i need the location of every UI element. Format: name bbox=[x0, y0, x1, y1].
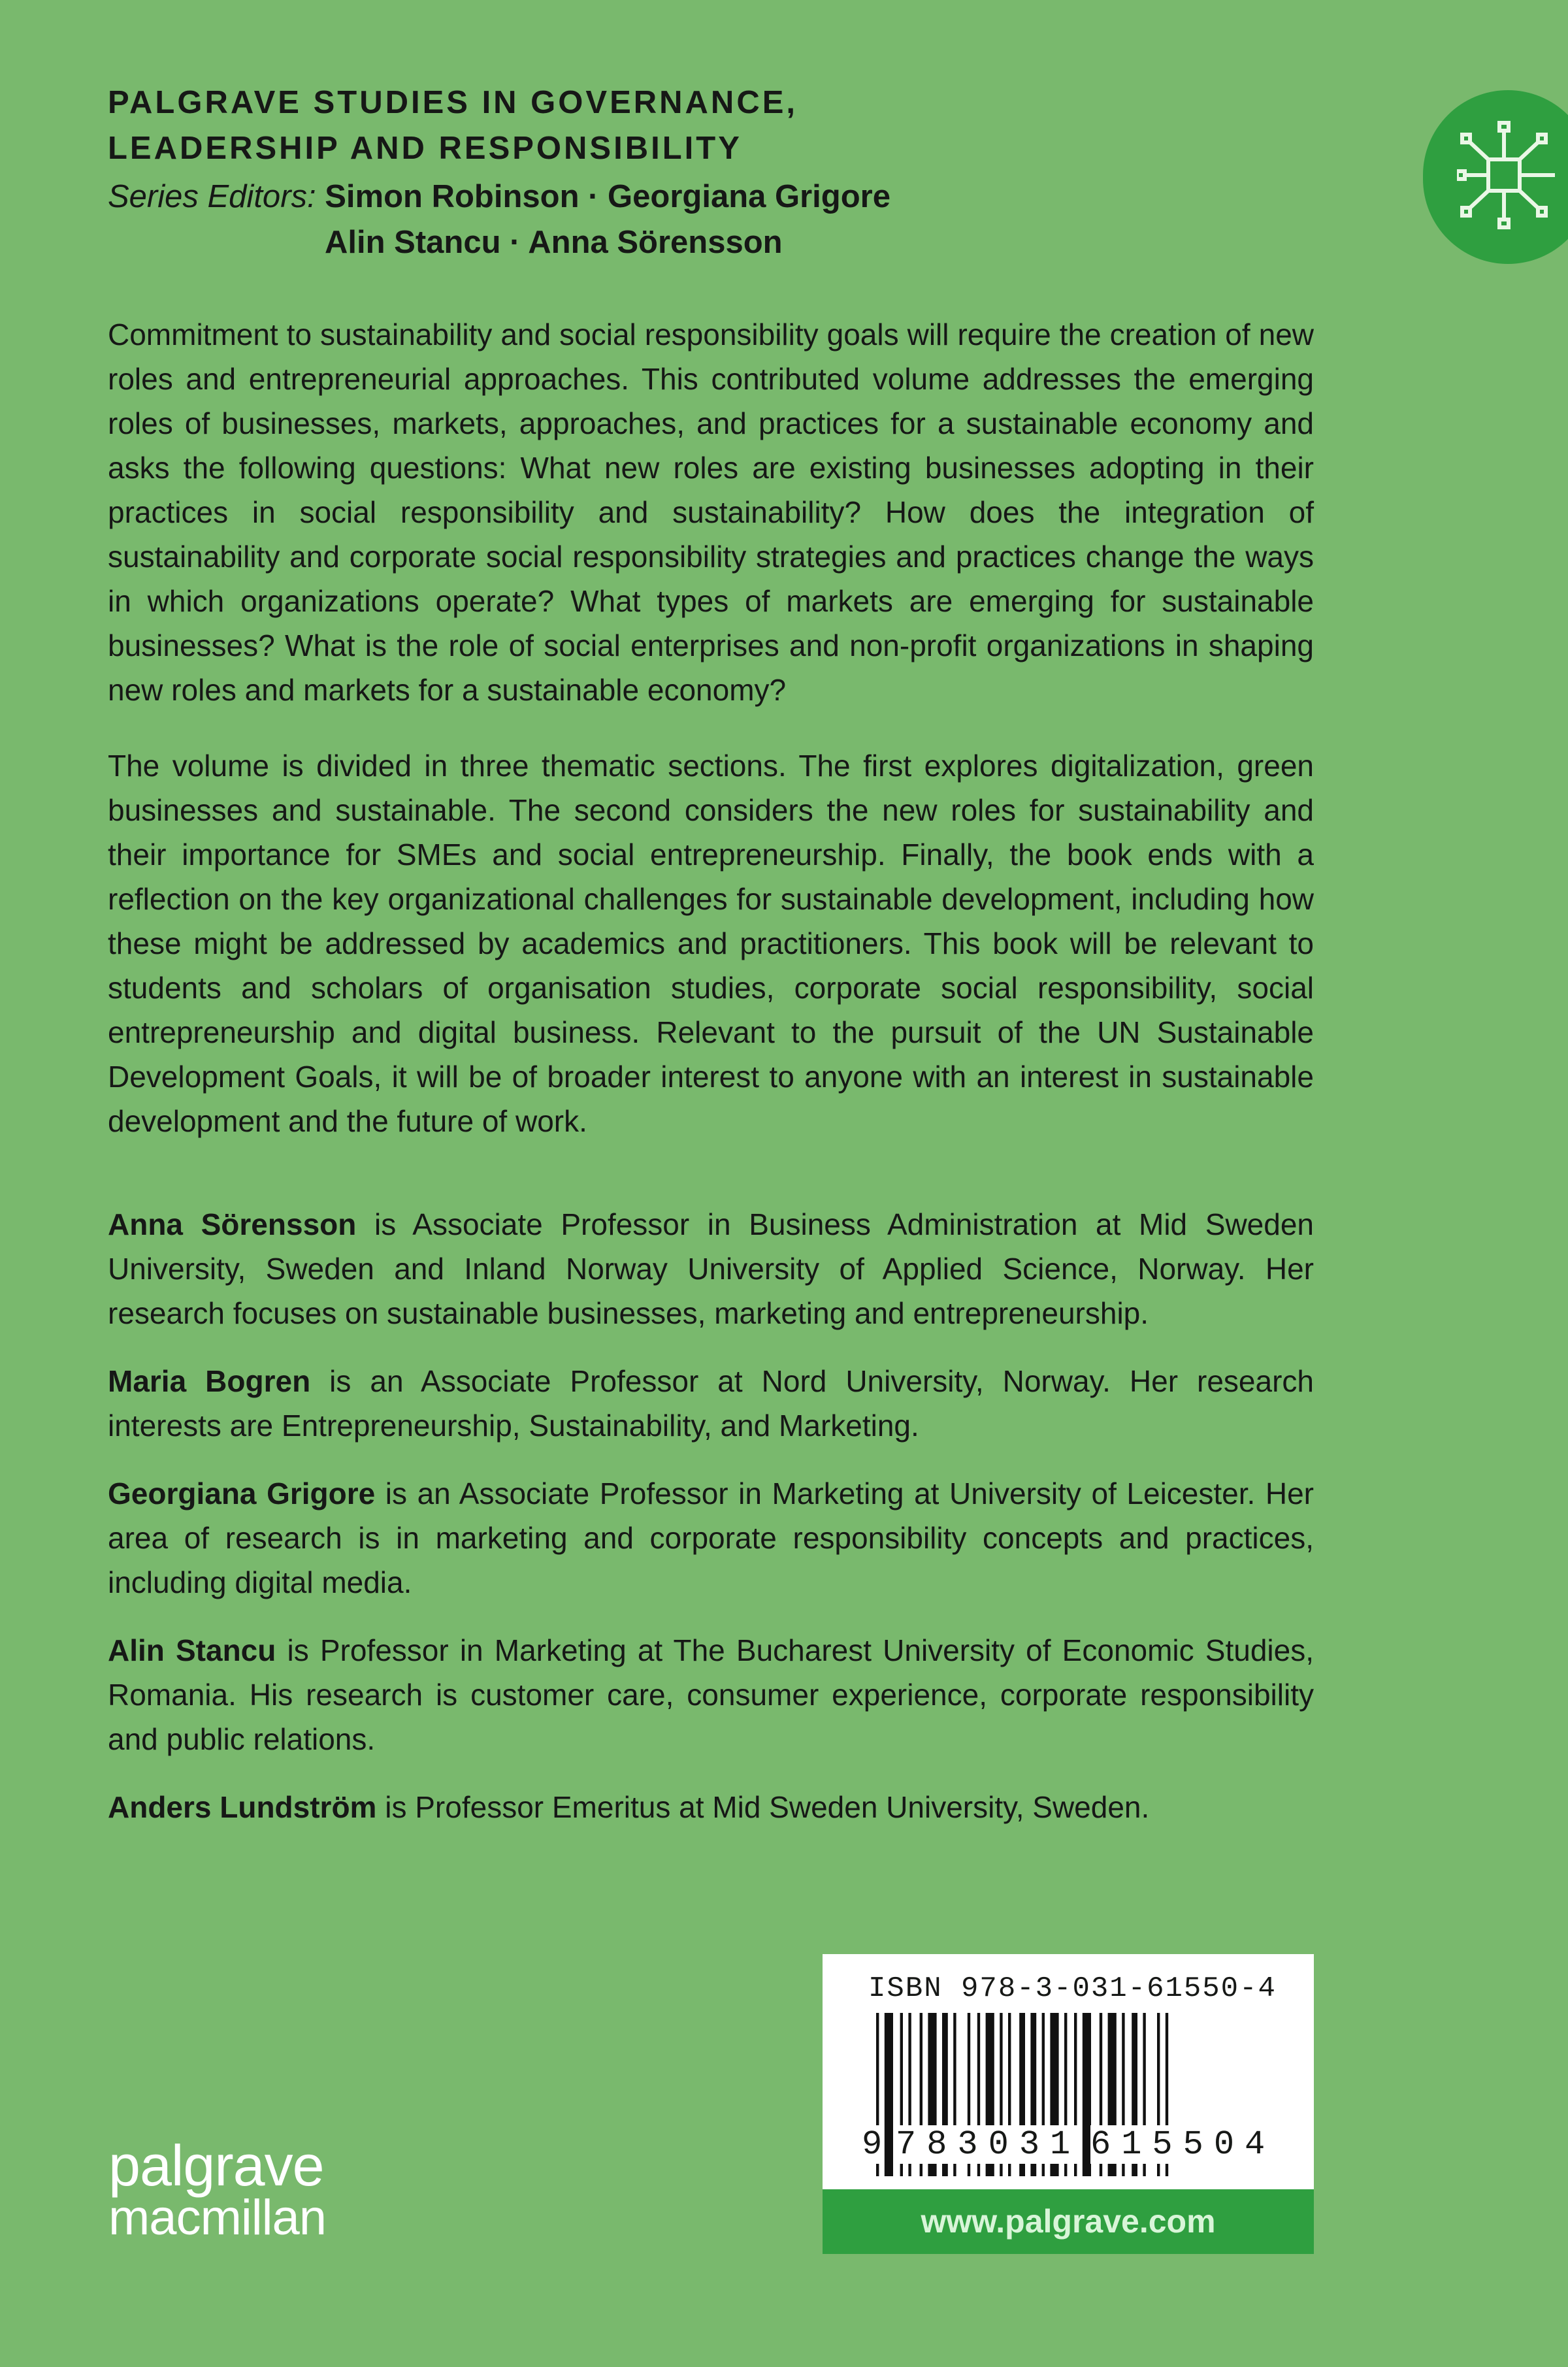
barcode-bar bbox=[885, 2013, 893, 2176]
author-bio-text: is an Associate Professor in Marketing at University of Leicester. Her area of research is in marketing and corporate responsibility concepts and practices, including digital media. bbox=[108, 1477, 1314, 1599]
author-name: Georgiana Grigore bbox=[108, 1477, 376, 1510]
series-icon-tab bbox=[1423, 90, 1568, 264]
author-name: Alin Stancu bbox=[108, 1633, 276, 1667]
series-title-line1: PALGRAVE STUDIES IN GOVERNANCE, bbox=[108, 85, 798, 120]
logo-line2: macmillan bbox=[108, 2190, 327, 2245]
editors-label: Series Editors: bbox=[108, 179, 316, 214]
author-bios bbox=[108, 1202, 1314, 1829]
palgrave-macmillan-logo bbox=[108, 2133, 327, 2245]
author-name: Anna Sörensson bbox=[108, 1207, 357, 1241]
author-bio bbox=[108, 1359, 1314, 1448]
author-bio bbox=[108, 1202, 1314, 1335]
editors-names-2: Alin Stancu · Anna Sörensson bbox=[325, 225, 783, 260]
barcode-digit-first: 9 bbox=[862, 2125, 883, 2164]
author-bio-text: is Associate Professor in Business Administration at Mid Sweden University, Sweden and Inland Norway University of Applied Science, Norway. Her research focuses on sustainable businesses, marketing and entrepreneurship. bbox=[108, 1207, 1314, 1330]
publisher-url: www.palgrave.com bbox=[823, 2189, 1314, 2254]
description-paragraph: Commitment to sustainability and social responsibility goals will require the creation of new roles and entrepreneurial approaches. This contributed volume addresses the emerging roles of businesses, markets, approaches, and practices for a sustainable economy and asks the following questions: What new roles are existing businesses adopting in their practices in social responsibility and sustainability? How does the integration of sustainability and corporate social responsibility strategies and practices change the ways in which organizations operate? What types of markets are emerging for sustainable businesses? What is the role of social enterprises and non-profit organizations in shaping new roles and markets for a sustainable economy? bbox=[108, 318, 1314, 707]
description-paragraph: The volume is divided in three thematic sections. The first explores digitalization, green businesses and sustainable. The second considers the new roles for sustainability and their importance for SMEs and social entrepreneurship. Finally, the book ends with a reflection on the key organizational challenges for sustainable development, including how these might be addressed by academics and practitioners. This book will be relevant to students and scholars of organisation studies, corporate social responsibility, social entrepreneurship and digital business. Relevant to the pursuit of the UN Sustainable Development Goals, it will be of broader interest to anyone with an interest in sustainable development and the future of work. bbox=[108, 749, 1314, 1138]
author-name: Maria Bogren bbox=[108, 1364, 311, 1398]
back-cover-text bbox=[108, 312, 1314, 1853]
isbn-text: ISBN 978-3-031-61550-4 bbox=[868, 1972, 1277, 2005]
series-title-line2: LEADERSHIP AND RESPONSIBILITY bbox=[108, 131, 742, 166]
barcode-digits-left: 783031 bbox=[896, 2125, 1081, 2164]
series-editors bbox=[108, 174, 890, 265]
barcode-digits-right: 615504 bbox=[1090, 2125, 1276, 2164]
author-bio-text: is Professor in Marketing at The Bucharest University of Economic Studies, Romania. His research is customer care, consumer experience, corporate responsibility and public relations. bbox=[108, 1633, 1314, 1756]
author-name: Anders Lundström bbox=[108, 1790, 377, 1824]
series-title bbox=[108, 80, 798, 171]
author-bio bbox=[108, 1471, 1314, 1605]
isbn-barcode bbox=[823, 1954, 1314, 2189]
author-bio-text: is an Associate Professor at Nord University, Norway. Her research interests are Entrepreneurship, Sustainability, and Marketing. bbox=[108, 1364, 1314, 1443]
author-bio-text: is Professor Emeritus at Mid Sweden University, Sweden. bbox=[376, 1790, 1150, 1824]
editors-names-1: Simon Robinson · Georgiana Grigore bbox=[325, 179, 890, 214]
logo-line1: palgrave bbox=[108, 2133, 324, 2198]
circuit-network-icon bbox=[1457, 116, 1555, 234]
author-bio bbox=[108, 1785, 1314, 1829]
author-bio bbox=[108, 1628, 1314, 1761]
